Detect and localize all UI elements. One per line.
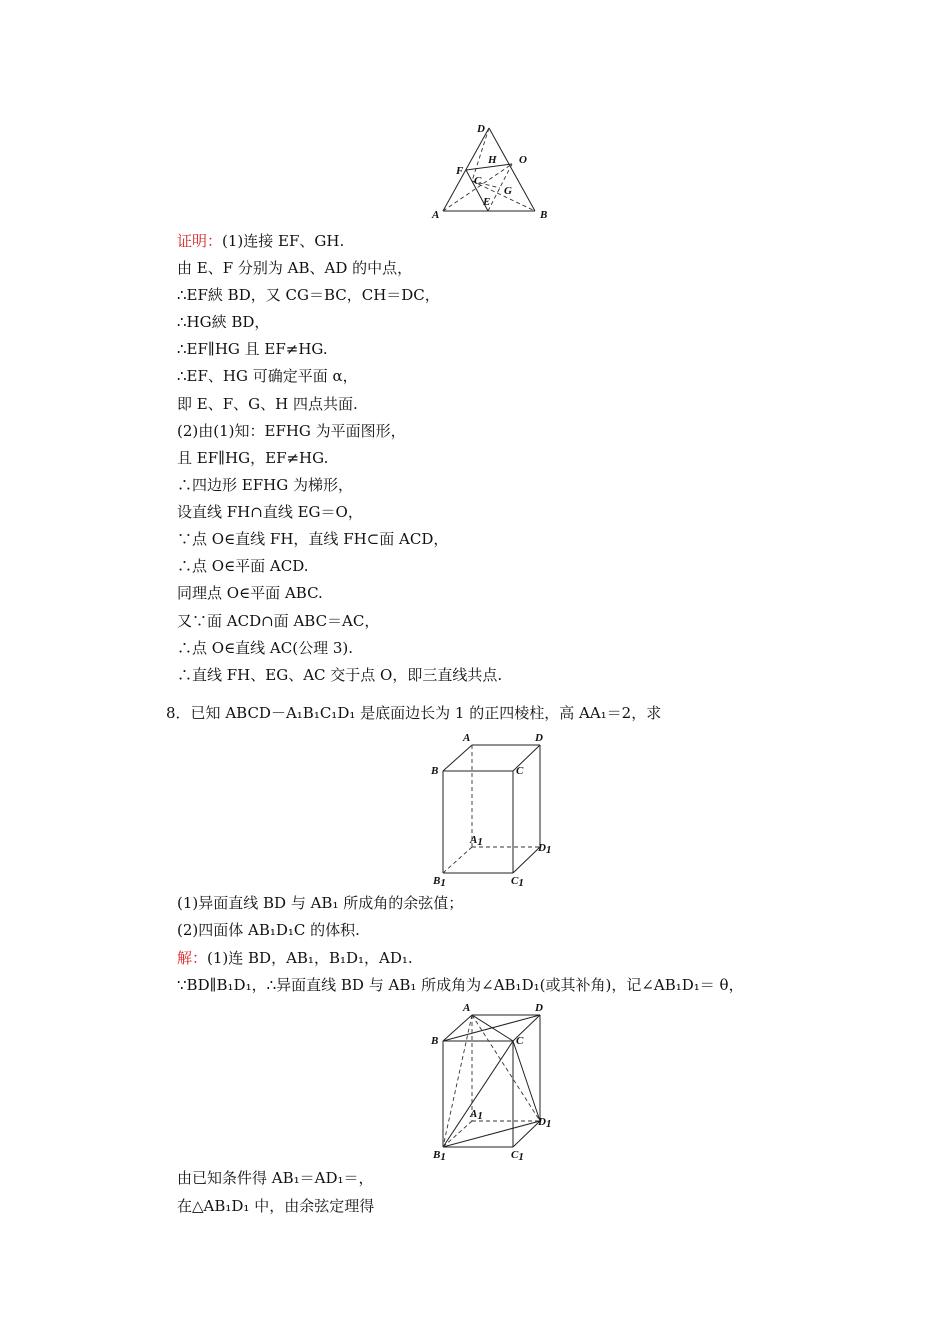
label-C1: C1 xyxy=(511,1149,524,1163)
proof-line-4: ∴HG綊 BD， xyxy=(177,313,270,331)
label-A: A xyxy=(463,732,471,744)
label-H: H xyxy=(488,154,497,166)
proof-line-6: ∴EF、HG 可确定平面 α， xyxy=(177,367,358,385)
proof-line-7: 即 E、F、G、H 四点共面. xyxy=(177,395,358,413)
label-F: F xyxy=(456,165,464,177)
label-B1: B1 xyxy=(433,1149,446,1163)
label-A: A xyxy=(432,209,440,221)
proof-line-1: 证明：(1)连接 EF、GH. xyxy=(177,232,345,250)
label-B1: B1 xyxy=(433,875,446,889)
proof-line-5: ∴EF∥HG 且 EF≠HG. xyxy=(177,340,328,358)
label-E: E xyxy=(483,196,491,208)
proof-line-13: ∴点 O∈平面 ACD. xyxy=(177,557,309,575)
proof-line-12: ∵点 O∈直线 FH，直线 FH⊂面 ACD， xyxy=(177,530,449,548)
solution-line-4: 在△AB₁D₁ 中，由余弦定理得 xyxy=(177,1197,375,1215)
label-G: G xyxy=(504,185,512,197)
proof-line-10: ∴四边形 EFHG 为梯形， xyxy=(177,476,353,494)
label-C: C xyxy=(516,1035,524,1047)
proof-line-8: (2)由(1)知：EFHG 为平面图形， xyxy=(177,422,406,440)
label-D: D xyxy=(535,1002,543,1014)
proof-line-15: 又∵面 ACD∩面 ABC＝AC， xyxy=(177,612,380,630)
label-A1: A1 xyxy=(470,834,483,848)
proof-line-9: 且 EF∥HG，EF≠HG. xyxy=(177,449,329,467)
label-C1: C1 xyxy=(511,875,524,889)
label-A: A xyxy=(463,1002,471,1014)
label-B: B xyxy=(431,765,439,777)
proof-line-16: ∴点 O∈直线 AC(公理 3). xyxy=(177,639,354,657)
label-A1: A1 xyxy=(470,1108,483,1122)
label-D: D xyxy=(477,123,485,135)
label-D1: D1 xyxy=(538,1116,552,1130)
prism-diagonal-lines xyxy=(443,1015,540,1147)
label-O: O xyxy=(519,154,527,166)
label-D1: D1 xyxy=(538,842,552,856)
proof-line-11: 设直线 FH∩直线 EG＝O， xyxy=(177,503,363,521)
solution-line-2: ∵BD∥B₁D₁，∴异面直线 BD 与 AB₁ 所成角为∠AB₁D₁(或其补角)，记∠AB₁D₁＝ θ， xyxy=(177,976,744,994)
proof-line-2: 由 E、F 分别为 AB、AD 的中点， xyxy=(177,259,413,277)
label-C: C xyxy=(516,765,524,777)
problem-8-question-2: (2)四面体 AB₁D₁C 的体积. xyxy=(177,921,360,939)
label-B: B xyxy=(540,209,548,221)
problem-8-question-1: (1)异面直线 BD 与 AB₁ 所成角的余弦值； xyxy=(177,894,464,912)
proof-line-17: ∴直线 FH、EG、AC 交于点 O，即三直线共点. xyxy=(177,666,503,684)
proof-line-3: ∴EF綊 BD，又 CG＝BC，CH＝DC， xyxy=(177,286,440,304)
label-C: C xyxy=(474,175,482,187)
problem-8-stem: 8．已知 ABCD－A₁B₁C₁D₁ 是底面边长为 1 的正四棱柱，高 AA₁＝2，求 xyxy=(166,704,662,722)
label-D: D xyxy=(535,732,543,744)
label-B: B xyxy=(431,1035,439,1047)
solution-line-3: 由已知条件得 AB₁＝AD₁＝， xyxy=(177,1169,374,1187)
solution-line-1: 解：(1)连 BD，AB₁，B₁D₁，AD₁. xyxy=(177,949,413,967)
proof-line-14: 同理点 O∈平面 ABC. xyxy=(177,584,323,602)
